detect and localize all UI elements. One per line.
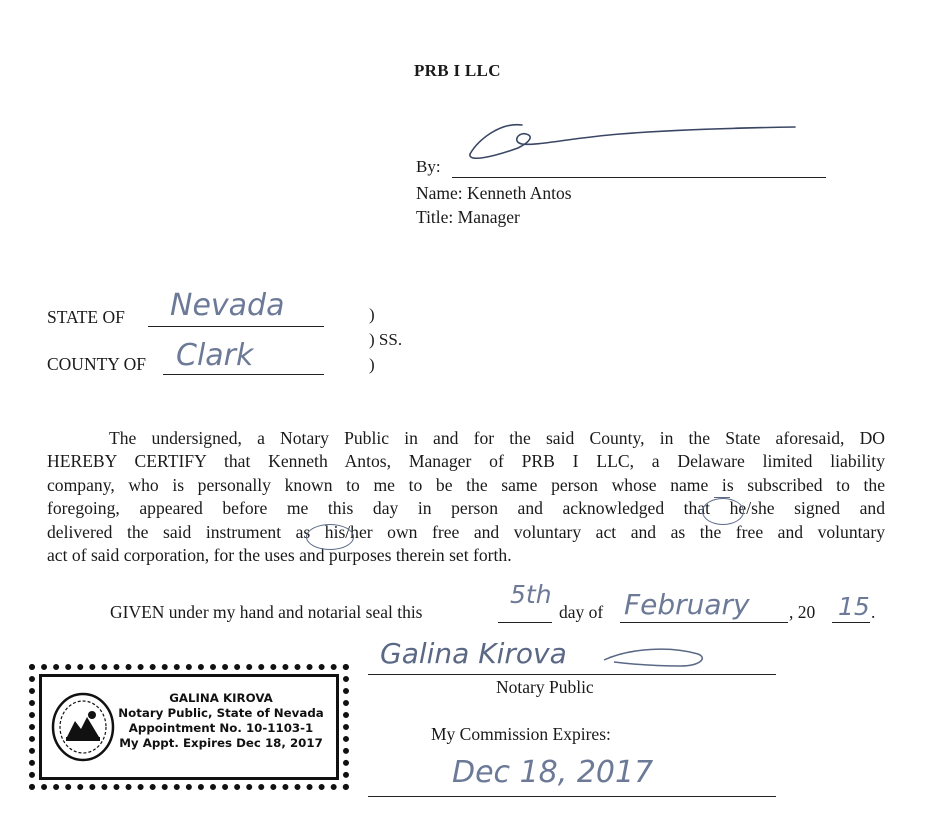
stamp-title: Notary Public, State of Nevada	[118, 706, 324, 720]
notary-signature: Galina Kirova	[380, 637, 567, 670]
venue-paren-top: )	[369, 305, 375, 324]
state-line	[148, 326, 324, 327]
certification-line: delivered the said instrument as his/her own free and voluntary act and as the free and voluntary	[47, 521, 885, 542]
commission-expires-handwritten: Dec 18, 2017	[452, 755, 654, 790]
certification-line: act of said corporation, for the uses and purposes therein set forth.	[47, 545, 512, 566]
notary-signature-flourish	[600, 640, 710, 674]
stamp-name: GALINA KIROVA	[169, 691, 273, 705]
commission-expires-label: My Commission Expires:	[431, 724, 611, 744]
given-prefix: GIVEN under my hand and notarial seal this	[110, 602, 423, 622]
county-handwritten: Clark	[176, 338, 254, 373]
state-handwritten: Nevada	[170, 288, 285, 323]
notary-stamp	[29, 664, 349, 790]
by-label: By:	[416, 157, 441, 176]
certification-line: HEREBY CERTIFY that Kenneth Antos, Manager of PRB I LLC, a Delaware limited liability	[47, 451, 885, 472]
given-month-line	[620, 622, 788, 623]
notary-signature-line	[368, 674, 776, 675]
signer-title: Title: Manager	[416, 207, 520, 227]
given-period: .	[871, 602, 876, 622]
certification-line: foregoing, appeared before me this day in person and acknowledged that he/she signed and	[47, 498, 885, 519]
venue-paren-bottom: )	[369, 355, 375, 374]
state-seal-icon	[50, 691, 116, 763]
certification-line: The undersigned, a Notary Public in and for the said County, in the State aforesaid, DO	[109, 428, 885, 448]
venue-ss: ) SS.	[369, 330, 403, 349]
given-year-handwritten: 15	[838, 592, 870, 621]
given-day-handwritten: 5th	[510, 580, 552, 609]
given-year-line	[832, 622, 870, 623]
given-day-of: day of	[559, 602, 604, 622]
he-circle-mark	[702, 498, 744, 525]
given-day-line	[498, 622, 552, 623]
county-label: COUNTY OF	[47, 354, 147, 374]
certification-paragraph	[47, 427, 885, 567]
notary-public-label: Notary Public	[496, 677, 594, 697]
stamp-appointment: Appointment No. 10-1103-1	[128, 721, 314, 735]
given-year-prefix: , 20	[789, 602, 816, 622]
given-month-handwritten: February	[624, 588, 750, 621]
signature-line	[452, 177, 826, 178]
certification-line: company, who is personally known to me to be the same person whose name is subscribed to the	[47, 474, 885, 495]
manager-signature	[460, 112, 800, 172]
county-line	[163, 374, 324, 375]
stamp-expires: My Appt. Expires Dec 18, 2017	[119, 736, 323, 750]
his-circle-mark	[306, 524, 354, 550]
commission-line	[368, 796, 776, 797]
signer-name: Name: Kenneth Antos	[416, 183, 572, 203]
state-label: STATE OF	[47, 307, 125, 327]
company-name: PRB I LLC	[414, 61, 501, 80]
